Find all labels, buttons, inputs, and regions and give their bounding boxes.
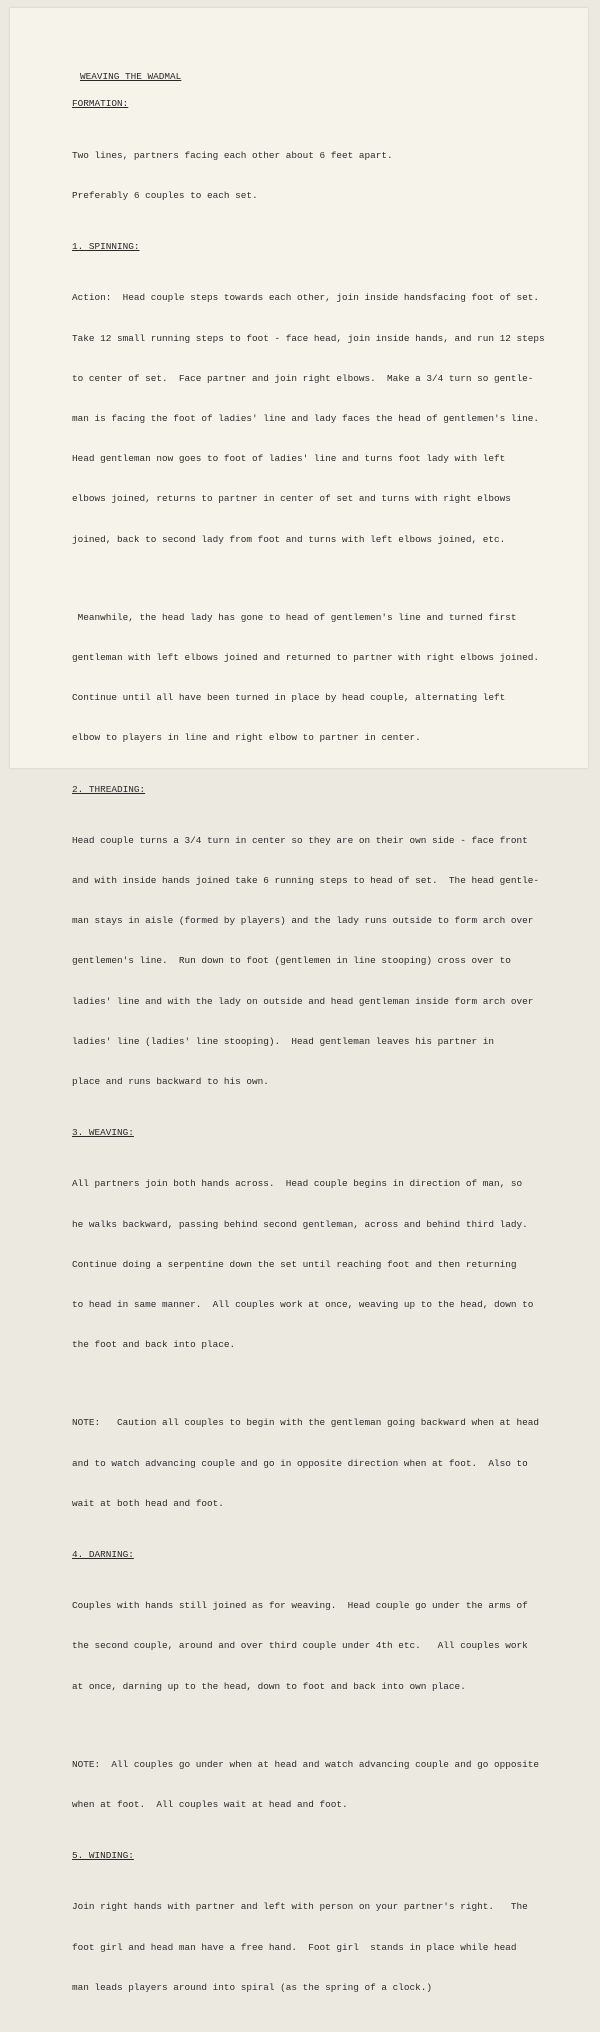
formation-paragraph xyxy=(72,122,562,229)
text-line: Action: Head couple steps towards each other, join inside handsfacing foot of set. xyxy=(72,292,539,304)
text-line: Two lines, partners facing each other about 6 feet apart. xyxy=(72,149,393,161)
text-line: ladies' line (ladies' line stooping). Head gentleman leaves his partner in xyxy=(72,1035,494,1047)
section-heading-formation: FORMATION: xyxy=(72,98,129,110)
document-page xyxy=(10,8,588,1993)
weaving-paragraph xyxy=(72,1151,562,1379)
text-line: gentlemen's line. Run down to foot (gentlemen in line stooping) cross over to xyxy=(72,955,511,967)
text-line: Head couple turns a 3/4 turn in center so they are on their own side - face front xyxy=(72,834,528,846)
text-line: Head gentleman now goes to foot of ladies' line and turns foot lady with left xyxy=(72,453,506,465)
text-line: and to watch advancing couple and go in opposite direction when at foot. Also to xyxy=(72,1457,528,1469)
text-line: gentleman with left elbows joined and returned to partner with right elbows joined. xyxy=(72,651,539,663)
text-line: Join right hands with partner and left with person on your partner's right. The xyxy=(72,1901,528,1913)
document-title: WEAVING THE WADMAL xyxy=(80,71,182,82)
text-line: wait at both head and foot. xyxy=(72,1497,224,1509)
text-line: the second couple, around and over third couple under 4th etc. All couples work xyxy=(72,1640,528,1652)
text-line: man is facing the foot of ladies' line and lady faces the head of gentlemen's line. xyxy=(72,412,539,424)
text-line: joined, back to second lady from foot and turns with left elbows joined, etc. xyxy=(72,533,506,545)
text-line: Take 12 small running steps to foot - face head, join inside hands, and run 12 steps xyxy=(72,332,545,344)
section-heading-spinning: 1. SPINNING: xyxy=(72,241,140,253)
text-line: and with inside hands joined take 6 running steps to head of set. The head gentle- xyxy=(72,874,539,886)
text-line: he walks backward, passing behind second gentleman, across and behind third lady. xyxy=(72,1218,528,1230)
text-line: NOTE: All couples go under when at head and watch advancing couple and go opposite xyxy=(72,1758,539,1770)
text-line: man leads players around into spiral (as the spring of a clock.) xyxy=(72,1981,433,1993)
text-line: place and runs backward to his own. xyxy=(72,1076,269,1088)
document-body xyxy=(72,70,562,2032)
spinning-paragraph-1 xyxy=(72,264,562,572)
text-line: foot girl and head man have a free hand. Foot girl stands in place while head xyxy=(72,1941,517,1953)
weaving-note xyxy=(72,1390,562,1537)
text-line: ladies' line and with the lady on outside and head gentleman inside form arch over xyxy=(72,995,534,1007)
darning-paragraph xyxy=(72,1572,562,1719)
section-heading-winding: 5. WINDING: xyxy=(72,1850,134,1862)
text-line: to head in same manner. All couples work at once, weaving up to the head, down to xyxy=(72,1299,534,1311)
section-heading-darning: 4. DARNING: xyxy=(72,1549,134,1561)
text-line: Couples with hands still joined as for weaving. Head couple go under the arms of xyxy=(72,1600,528,1612)
text-line: All partners join both hands across. Head couple begins in direction of man, so xyxy=(72,1178,523,1190)
winding-paragraph xyxy=(72,1874,562,2021)
section-heading-threading: 2. THREADING: xyxy=(72,783,146,795)
text-line: at once, darning up to the head, down to foot and back into own place. xyxy=(72,1680,466,1692)
text-line: to center of set. Face partner and join right elbows. Make a 3/4 turn so gentle- xyxy=(72,372,534,384)
darning-note xyxy=(72,1731,562,1838)
threading-paragraph xyxy=(72,807,562,1115)
text-line: elbow to players in line and right elbow to partner in center. xyxy=(72,732,421,744)
text-line: when at foot. All couples wait at head and foot. xyxy=(72,1798,348,1810)
text-line: Continue doing a serpentine down the set until reaching foot and then returning xyxy=(72,1258,517,1270)
section-heading-weaving: 3. WEAVING: xyxy=(72,1127,134,1139)
text-line: man stays in aisle (formed by players) and the lady runs outside to form arch over xyxy=(72,915,534,927)
text-line: NOTE: Caution all couples to begin with the gentleman going backward when at head xyxy=(72,1417,539,1429)
text-line: elbows joined, returns to partner in center of set and turns with right elbows xyxy=(72,493,511,505)
text-line: Continue until all have been turned in place by head couple, alternating left xyxy=(72,692,506,704)
text-line: Preferably 6 couples to each set. xyxy=(72,189,258,201)
spinning-paragraph-2 xyxy=(72,584,562,772)
text-line: the foot and back into place. xyxy=(72,1339,236,1351)
text-line: Meanwhile, the head lady has gone to head of gentlemen's line and turned first xyxy=(72,611,517,623)
